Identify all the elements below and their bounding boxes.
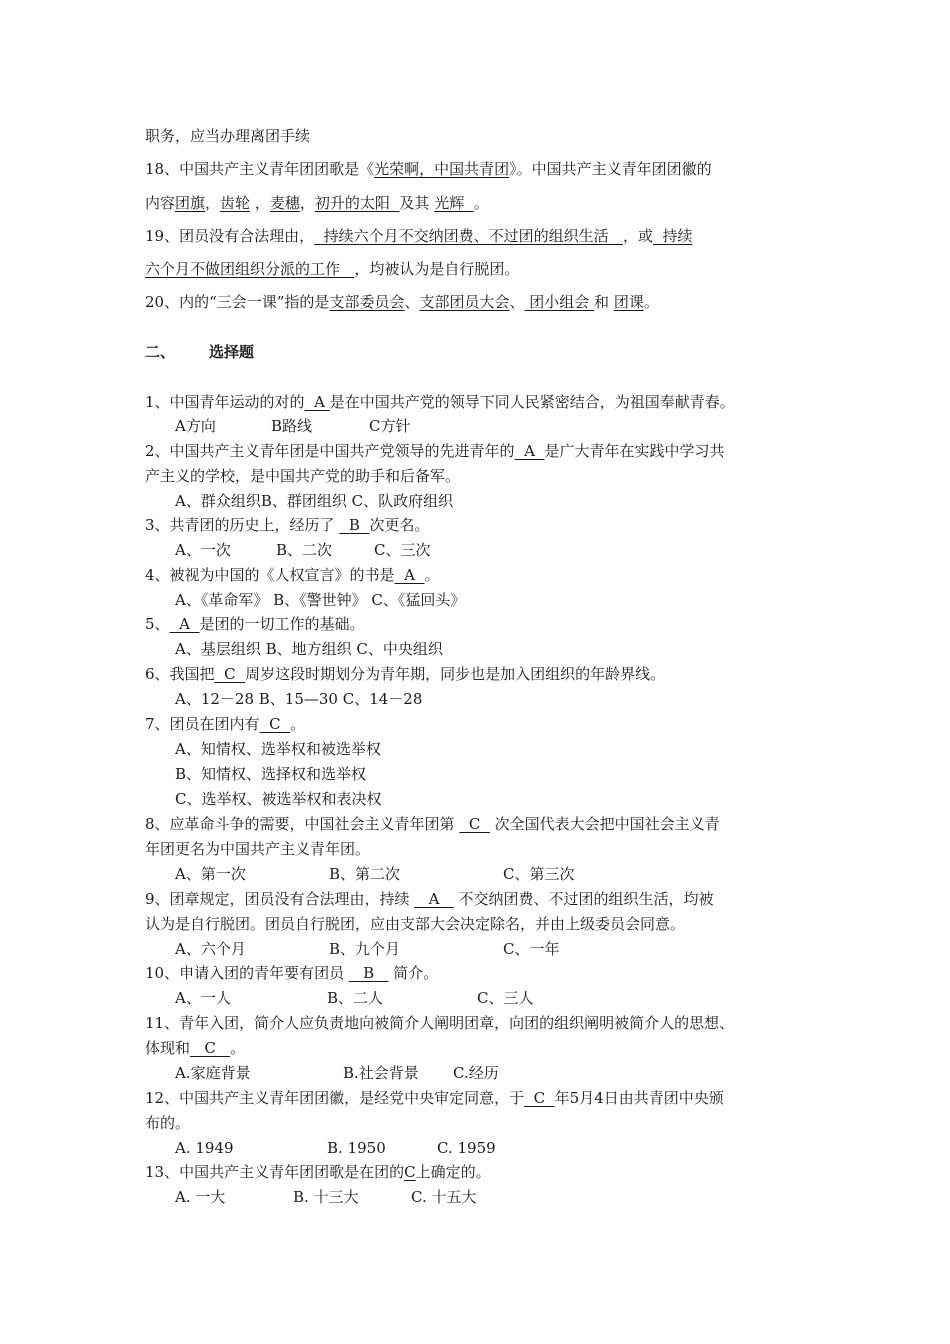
question-9: [145, 889, 714, 909]
answer-blank: 团小组会: [524, 293, 595, 311]
question-text: 周岁这段时期划分为青年期，同步也是加入团组织的年龄界线。: [245, 665, 666, 683]
question-text: 年5月4日由共青团中央颁: [554, 1089, 724, 1107]
question-text: 年团更名为中国共产主义青年团。: [145, 840, 371, 858]
answer-blank: C: [404, 1163, 416, 1181]
options: [175, 864, 574, 884]
question-text: 上确定的。: [415, 1163, 491, 1181]
question-text: 9、团章规定，团员没有合法理由，持续: [145, 890, 415, 908]
option: [175, 764, 366, 784]
option: C. 十五大: [411, 1188, 477, 1206]
answer-blank: C: [214, 665, 246, 683]
question-text: 12、中国共产主义青年团团徽，是经党中央审定同意，于: [145, 1089, 525, 1107]
question-text: 及其: [399, 194, 435, 212]
options: [175, 1187, 476, 1207]
option: B路线: [271, 417, 313, 435]
option: B. 1950: [327, 1139, 386, 1157]
options: [175, 639, 443, 659]
option: B.社会背景: [343, 1064, 419, 1082]
options: [175, 988, 533, 1008]
line-text: 职务，应当办理离团手续: [145, 127, 311, 145]
answer-blank: 光荣啊，中国共青团: [374, 160, 510, 178]
question-18-cont: [145, 193, 489, 213]
option: A、《革命军》 B、《警世钟》 C、《猛回头》: [175, 591, 466, 609]
question-text: 》。中国共产主义青年团团徽的: [509, 160, 712, 178]
answer-blank: A: [394, 566, 425, 584]
question-text: 19、团员没有合法理由，: [145, 227, 315, 245]
question-text: 11、青年入团，简介人应负责地向被简介人阐明团章，向团的组织阐明被简介人的思想、: [145, 1014, 735, 1032]
answer-blank: A: [304, 393, 330, 411]
answer-blank: A: [414, 890, 454, 908]
option: A、群众组织B、群团组织 C、队政府组织: [175, 492, 454, 510]
question-13: [145, 1162, 491, 1182]
option: C、三人: [477, 989, 534, 1007]
question-19: [145, 226, 693, 246]
option: C.经历: [453, 1064, 499, 1082]
option: [175, 789, 381, 809]
answer-blank: 麦穗: [269, 194, 300, 212]
option: B、九个月: [329, 940, 401, 958]
question-2-cont: [145, 466, 460, 486]
question-text: 。: [424, 566, 440, 584]
option: A、12－28 B、15—30 C、14－28: [175, 690, 423, 708]
question-text: ，: [250, 194, 270, 212]
question-text: ，均被认为是自行脱团。: [354, 260, 520, 278]
option: A、六个月: [175, 940, 246, 958]
question-text: 简介。: [388, 964, 439, 982]
question-text: 6、我国把: [145, 665, 215, 683]
options: [175, 416, 410, 436]
option: C方针: [369, 417, 411, 435]
question-text: 。: [230, 1039, 246, 1057]
option: A、基层组织 B、地方组织 C、中央组织: [175, 640, 443, 658]
question-text: 布的。: [145, 1114, 191, 1132]
option: B、二次: [276, 541, 333, 559]
question-text: 18、中国共产主义青年团团歌是《: [145, 160, 375, 178]
answer-blank: 团旗: [175, 194, 206, 212]
answer-blank: A: [514, 442, 545, 460]
options: [175, 491, 453, 511]
question-text: 、: [404, 293, 420, 311]
option: B、第二次: [329, 865, 401, 883]
option: A方向: [175, 417, 216, 435]
question-text: 4、被视为中国的《人权宣言》的书是: [145, 566, 395, 584]
option-text: B、知情权、选择权和选举权: [175, 765, 367, 783]
question-text: ，: [299, 194, 315, 212]
question-8: [145, 814, 720, 834]
question-text: 产主义的学校，是中国共产党的助手和后备军。: [145, 467, 461, 485]
options: [175, 1138, 496, 1158]
question-text: 体现和: [145, 1039, 191, 1057]
answer-blank: 光辉: [434, 194, 474, 212]
question-8-cont: [145, 839, 370, 859]
answer-blank: 六个月不做团组织分派的工作: [145, 260, 355, 278]
question-text: 认为是自行脱团。团员自行脱团，应由支部大会决定除名，并由上级委员会同意。: [145, 915, 686, 933]
question-6: [145, 664, 665, 684]
options: [175, 590, 465, 610]
question-text: 5、: [145, 615, 170, 633]
question-text: 和: [594, 293, 614, 311]
option: A. 一大: [175, 1188, 226, 1206]
question-19-cont: [145, 259, 519, 279]
answer-blank: C: [524, 1089, 555, 1107]
option: A、一人: [175, 989, 231, 1007]
options: [175, 540, 430, 560]
answer-blank: C: [459, 815, 490, 833]
answer-blank: C: [190, 1039, 231, 1057]
section-number: 二、: [145, 343, 176, 361]
answer-blank: 齿轮: [220, 194, 251, 212]
option: B、二人: [327, 989, 384, 1007]
question-text: ，: [205, 194, 221, 212]
section-title: 选择题: [209, 343, 255, 361]
question-text: 2、中国共产主义青年团是中国共产党领导的先进青年的: [145, 442, 515, 460]
question-text: 1、中国青年运动的对的: [145, 393, 305, 411]
question-11: [145, 1013, 734, 1033]
section-heading: [145, 342, 254, 362]
question-10: [145, 963, 438, 983]
options: [175, 939, 559, 959]
answer-blank: 支部团员大会: [419, 293, 510, 311]
answer-blank: 持续: [652, 227, 693, 245]
option: A、第一次: [175, 865, 246, 883]
question-text: 8、应革命斗争的需要，中国社会主义青年团第: [145, 815, 460, 833]
options: [175, 1063, 499, 1083]
question-text: 是团的一切工作的基础。: [199, 615, 365, 633]
question-12: [145, 1088, 724, 1108]
question-text: 3、共青团的历史上，经历了: [145, 516, 340, 534]
option: B. 十三大: [293, 1188, 359, 1206]
option: [175, 739, 381, 759]
question-7: [145, 714, 305, 734]
question-5: [145, 614, 364, 634]
answer-blank: C: [259, 715, 291, 733]
option: A.家庭背景: [175, 1064, 251, 1082]
question-text: 内容: [145, 194, 176, 212]
option: C、三次: [374, 541, 431, 559]
answer-blank: 持续六个月不交纳团费、不过团的组织生活: [314, 227, 623, 245]
question-text: 13、中国共产主义青年团团歌是在团的: [145, 1163, 405, 1181]
question-text: 7、团员在团内有: [145, 715, 260, 733]
answer-blank: 初升的太阳: [314, 194, 400, 212]
question-1: [145, 392, 735, 412]
question-2: [145, 441, 724, 461]
text-line: [145, 126, 310, 146]
answer-blank: B: [348, 964, 389, 982]
option: A、一次: [175, 541, 231, 559]
question-18: [145, 159, 712, 179]
option: C. 1959: [437, 1139, 496, 1157]
question-4: [145, 565, 439, 585]
question-text: ，或: [622, 227, 653, 245]
option: C、一年: [503, 940, 560, 958]
answer-blank: 团课: [613, 293, 644, 311]
answer-blank: A: [169, 615, 200, 633]
question-text: 是广大青年在实践中学习共: [544, 442, 725, 460]
question-text: 。: [643, 293, 659, 311]
question-text: 。: [290, 715, 306, 733]
question-text: 不交纳团费、不过团的组织生活，均被: [453, 890, 714, 908]
question-11-cont: [145, 1038, 245, 1058]
option: A. 1949: [175, 1139, 234, 1157]
answer-blank: 支部委员会: [329, 293, 405, 311]
question-12-cont: [145, 1113, 190, 1133]
options: [175, 689, 422, 709]
question-9-cont: [145, 914, 685, 934]
question-text: 10、申请入团的青年要有团员: [145, 964, 349, 982]
question-text: 是在中国共产党的领导下同人民紧密结合，为祖国奉献青春。: [329, 393, 735, 411]
question-text: 。: [473, 194, 489, 212]
option-text: A、知情权、选举权和被选举权: [175, 740, 381, 758]
option: C、第三次: [503, 865, 575, 883]
question-text: 20、内的“三会一课”指的是: [145, 293, 330, 311]
answer-blank: B: [339, 516, 370, 534]
question-text: 次更名。: [369, 516, 430, 534]
question-20: [145, 292, 659, 312]
option-text: C、选举权、被选举权和表决权: [175, 790, 382, 808]
question-text: 次全国代表大会把中国社会主义青: [489, 815, 720, 833]
question-text: 、: [509, 293, 525, 311]
question-3: [145, 515, 429, 535]
